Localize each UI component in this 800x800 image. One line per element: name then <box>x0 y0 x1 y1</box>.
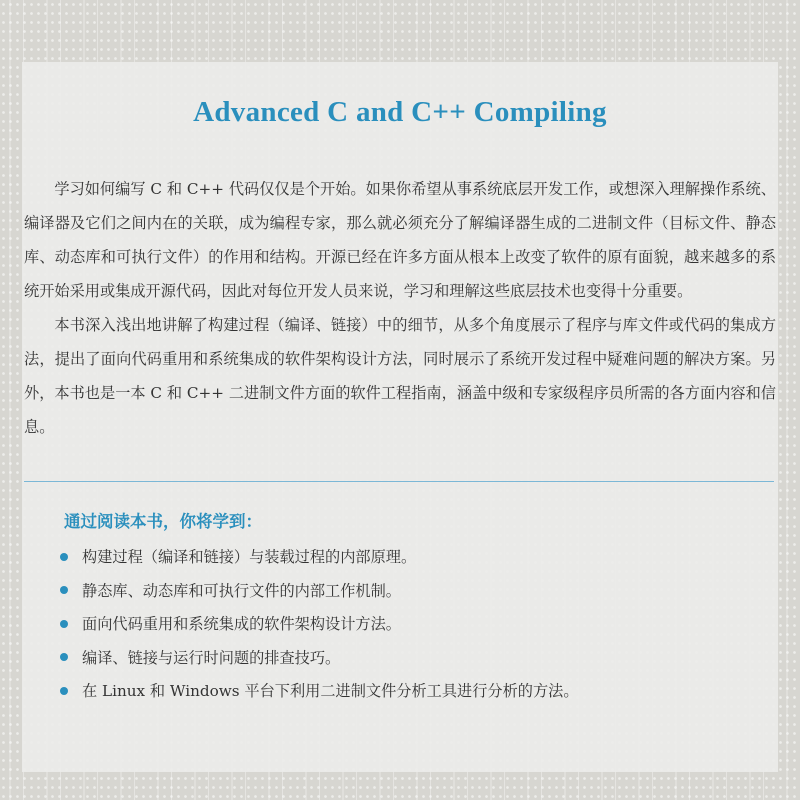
book-title: Advanced C and C++ Compiling <box>193 96 607 128</box>
list-item <box>60 574 579 608</box>
learning-points-list <box>60 540 579 708</box>
list-item-text: 静态库、动态库和可执行文件的内部工作机制。 <box>82 581 401 600</box>
list-item-text: 面向代码重用和系统集成的软件架构设计方法。 <box>82 615 401 634</box>
bullet-dot-icon <box>60 620 68 628</box>
bullet-dot-icon <box>60 687 68 695</box>
list-item <box>60 540 579 574</box>
description-paragraph-1: 学习如何编写 C 和 C++ 代码仅仅是个开始。如果你希望从事系统底层开发工作，或想深入理解操作系统、编译器及它们之间内在的关联，成为编程专家，那么就必须充分了解编译器生成的二进制文件（目标文件、静态库、动态库和可执行文件）的作用和结构。开源已经在许多方面从根本上改变了软件的原有面貌，越来越多的系统开始采用或集成开源代码，因此对每位开发人员来说，学习和理解这些底层技术也变得十分重要。 <box>24 180 776 300</box>
list-item <box>60 607 579 641</box>
description <box>24 172 776 444</box>
list-item-text: 构建过程（编译和链接）与装载过程的内部原理。 <box>82 548 417 567</box>
list-item-text: 编译、链接与运行时问题的排查技巧。 <box>82 648 341 667</box>
list-item <box>60 641 579 675</box>
bullet-dot-icon <box>60 553 68 561</box>
list-item <box>60 674 579 708</box>
section-divider <box>24 481 774 482</box>
list-item-text: 在 Linux 和 Windows 平台下利用二进制文件分析工具进行分析的方法。 <box>82 682 579 701</box>
bullet-dot-icon <box>60 653 68 661</box>
learn-heading: 通过阅读本书，你将学到： <box>64 512 262 531</box>
bullet-dot-icon <box>60 586 68 594</box>
description-paragraph-2: 本书深入浅出地讲解了构建过程（编译、链接）中的细节，从多个角度展示了程序与库文件或代码的集成方法，提出了面向代码重用和系统集成的软件架构设计方法，同时展示了系统开发过程中疑难问题的解决方案。另外，本书也是一本 C 和 C++ 二进制文件方面的软件工程指南，涵盖中级和专家级程序员所需的各方面内容和信息。 <box>24 316 776 436</box>
